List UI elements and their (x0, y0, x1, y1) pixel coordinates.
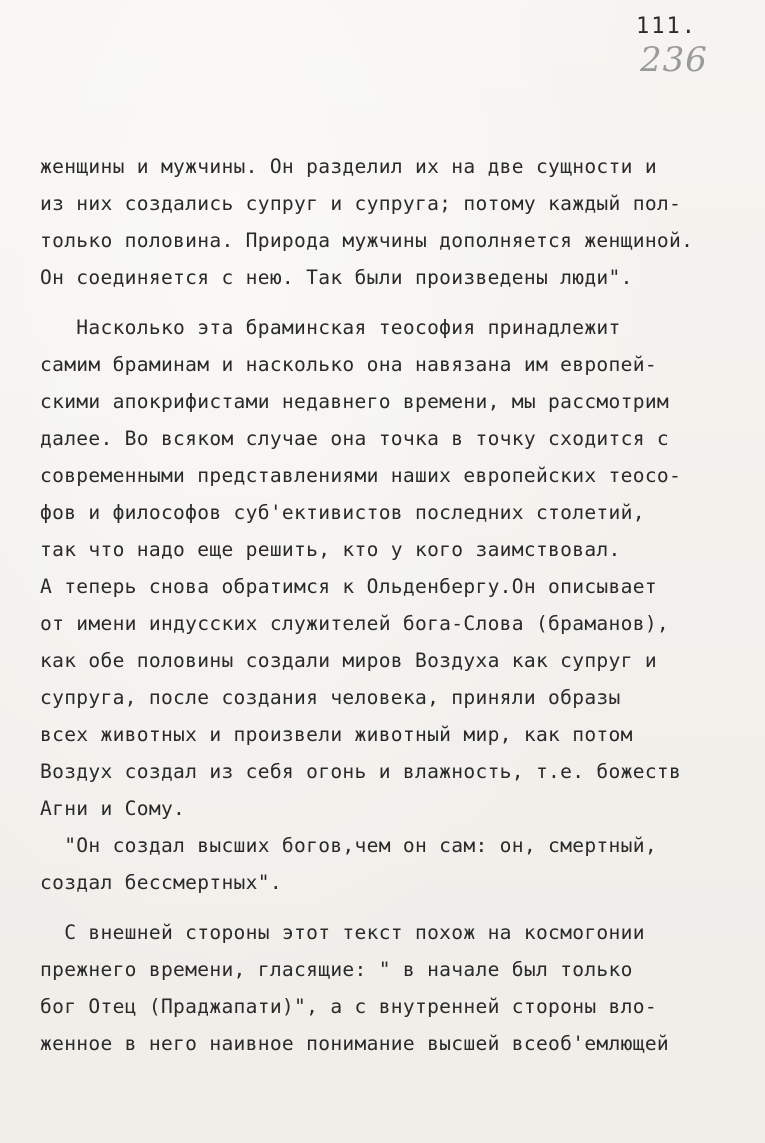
paragraph-4 (40, 914, 755, 1062)
text-line: "Он создал высших богов,чем он сам: он, смертный, (40, 834, 657, 857)
text-line: далее. Во всяком случае она точка в точку сходится с (40, 427, 670, 450)
paragraph-gap (40, 296, 755, 309)
paragraph-gap (40, 901, 755, 914)
paragraph-3 (40, 827, 755, 901)
handwritten-archive-number: 236 (640, 40, 708, 80)
text-line: создал бессмертных". (40, 871, 282, 894)
text-line: так что надо еще решить, кто у кого заимствовал. (40, 538, 621, 561)
text-line: женщины и мужчины. Он разделил их на две сущности и (40, 155, 657, 178)
text-line: из них создались супруг и супруга; потому каждый пол- (40, 192, 682, 215)
text-line: современными представлениями наших европейских теосо- (40, 464, 682, 487)
text-line: Насколько эта браминская теософия принадлежит (40, 316, 621, 339)
text-line: скими апокрифистами недавнего времени, мы рассмотрим (40, 390, 670, 413)
text-line: всех животных и произвели животный мир, как потом (40, 723, 633, 746)
text-line: самим браминам и насколько она навязана им европей- (40, 353, 657, 376)
paragraph-1 (40, 148, 755, 296)
text-line: прежнего времени, гласящие: " в начале был только (40, 958, 633, 981)
text-line: Воздух создал из себя огонь и влажность, т.е. божеств (40, 760, 682, 783)
text-line: как обе половины создали миров Воздуха как супруг и (40, 649, 657, 672)
text-line: Он соединяется с нею. Так были произведены люди". (40, 266, 633, 289)
page-number: 111. (636, 14, 697, 39)
paragraph-2 (40, 309, 755, 827)
text-line: женное в него наивное понимание высшей всеоб'емлющей (40, 1032, 670, 1055)
text-line: Агни и Сому. (40, 797, 186, 820)
text-line: фов и философов суб'ективистов последних столетий, (40, 501, 645, 524)
text-line: А теперь снова обратимся к Ольденбергу.Он описывает (40, 575, 657, 598)
text-line: только половина. Природа мужчины дополняется женщиной. (40, 229, 694, 252)
body-text (40, 148, 755, 1062)
text-line: супруга, после создания человека, приняли образы (40, 686, 621, 709)
text-line: бог Отец (Праджапати)", а с внутренней стороны вло- (40, 995, 657, 1018)
text-line: от имени индусских служителей бога-Слова (браманов), (40, 612, 670, 635)
text-line: С внешней стороны этот текст похож на космогонии (40, 921, 645, 944)
